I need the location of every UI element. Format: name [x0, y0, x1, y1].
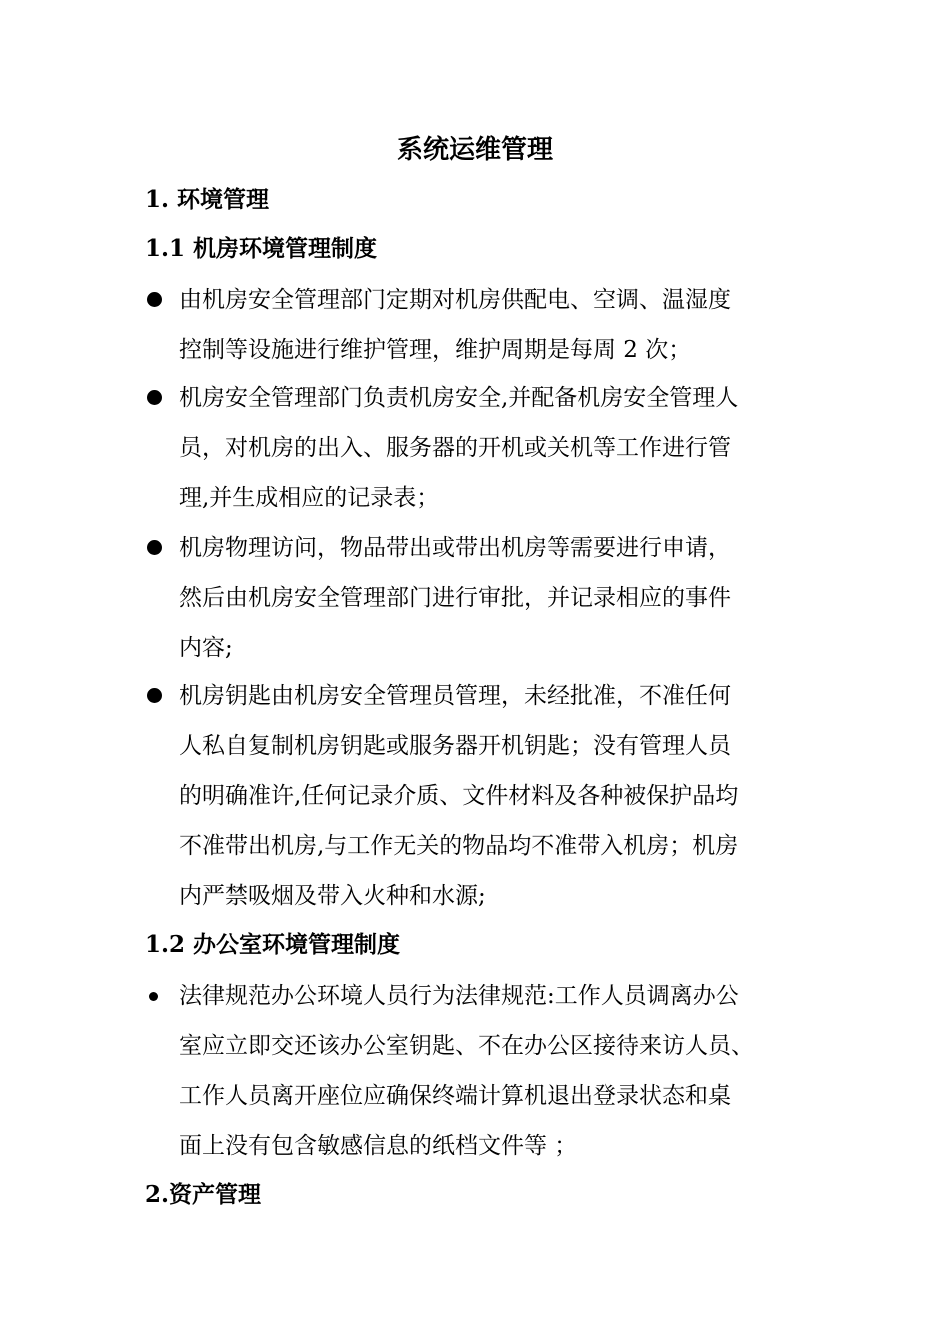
- list-item-text: 机房安全管理部门负责机房安全,并配备机房安全管理人 员，对机房的出入、服务器的开机或关机等工作进行管 理,并生成相应的记录表；: [179, 385, 739, 511]
- bullet-icon: [147, 292, 162, 307]
- bullet-icon: [149, 992, 158, 1001]
- section-heading-environment: 1. 环境管理: [145, 186, 270, 213]
- document-title: 系统运维管理: [396, 135, 553, 165]
- bullet-icon: [147, 540, 162, 555]
- list-item-text: 法律规范办公环境人员行为法律规范:工作人员调离办公 室应立即交还该办公室钥匙、不在办公区接待来访人员、 工作人员离开座位应确保终端计算机退出登录状态和桌 面上没有包含敏感信息的纸档文件等 ；: [179, 983, 754, 1159]
- subsection-heading-office: 1.2 办公室环境管理制度: [145, 931, 401, 958]
- bullet-icon: [147, 688, 162, 703]
- section-heading-asset-management: 2.资产管理: [145, 1181, 262, 1208]
- bullet-icon: [147, 390, 162, 405]
- list-item-text: 机房物理访问，物品带出或带出机房等需要进行申请， 然后由机房安全管理部门进行审批，并记录相应的事件 内容;: [179, 535, 731, 661]
- list-item-text: 由机房安全管理部门定期对机房供配电、空调、温湿度 控制等设施进行维护管理，维护周期是每周 2 次；: [179, 287, 731, 363]
- subsection-heading-machine-room: 1.1 机房环境管理制度: [145, 235, 378, 262]
- list-item-text: 机房钥匙由机房安全管理员管理，未经批准，不准任何 人私自复制机房钥匙或服务器开机钥匙；没有管理人员 的明确准许,任何记录介质、文件材料及各种被保护品均 不准带出机房,与工作无关的物品均不准带入机房；机房 内严禁吸烟及带入火种和水源;: [179, 683, 739, 909]
